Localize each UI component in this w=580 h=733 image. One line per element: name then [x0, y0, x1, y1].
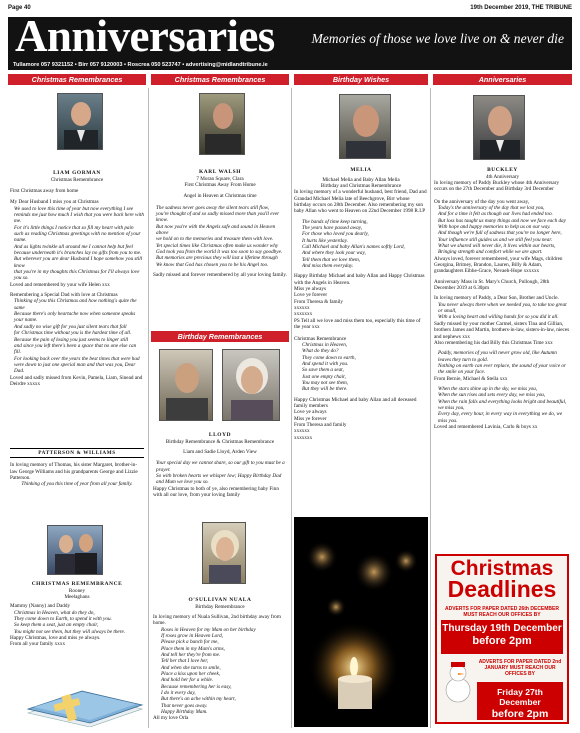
notice-buckley [434, 167, 571, 430]
text-sign: Miss ye always Love ye forever From Theresa & family xxxxxx xxxxxxx PS Tell all we love and miss them too, especially this time of the year xxx [294, 286, 421, 331]
masthead [8, 11, 572, 61]
text-date: 19th December 2019, [470, 4, 530, 11]
text-intro: Remembering a Special Dad with love at Christmas [10, 292, 118, 299]
ad-title-christmas: Christmas [450, 557, 554, 580]
text-sign3: Loved and remembered Lavinia, Carlo & boys xx [434, 423, 538, 430]
portrait-liam-gorman [57, 93, 103, 150]
text-sign2: Love ye always Miss ye forever From Theresa and family xxxxxx xxxxxxx [294, 409, 347, 441]
text-place: Meelaghans [64, 593, 90, 600]
page-number: Page 40 [8, 4, 31, 11]
candles-photo [294, 517, 428, 727]
text-role: 4th Anniversary [485, 173, 520, 180]
text-name: Rooney [68, 587, 86, 594]
portrait-lloyd-woman [222, 349, 280, 421]
text-poem4: When the stars shine up in the sky, we miss you, When the sun rises and sets every day, we miss you, When the rain falls and everything looks bright and beautiful, we miss you, Every day, every hour, in every way in everything we do, we miss you. [438, 385, 567, 424]
text-intro: Mammy (Nanny) and Daddy [10, 603, 71, 610]
text-role: Birthday and Christmas Remembrance [320, 182, 402, 189]
masthead-title: Anniversaries [15, 11, 275, 61]
text-sign2: From Bernie, Michael & Stella xxx [434, 375, 508, 382]
text-addr: 7 Moran Square, Clara [196, 175, 244, 182]
notice-rooney [10, 581, 144, 648]
text-role: Christmas Remembrance [50, 176, 104, 183]
text-text: In loving memory of Paddy Buckley whose 4th Anniversary occurs on the 27th December and Birthday 3rd December [434, 179, 560, 193]
notice-patterson-williams [10, 448, 144, 488]
text-text: In loving memory of a wonderful husband, best friend, Dad and Grandad Michael Melia late of Beechgrove, Birr whose birthday occurs on 28th December. Also remembering my son baby Allan who went to Heaven on 22nd December 1998 R.I.P [294, 189, 427, 215]
text-text2: Happy Birthday Michael and baby Allan and Happy Christmas with the Angels in Heaven. [294, 273, 425, 286]
deceased-name: BUCKLEY [487, 167, 518, 173]
notice-lloyd [153, 432, 287, 498]
text-mass: Anniversary Mass in St. Mary's Church, Pullough, 28th December 2019 at 6.30pm [434, 278, 550, 292]
portrait-rooney-couple [47, 525, 103, 575]
portrait-lloyd-man [159, 349, 213, 421]
text-sub: Michael Melia and Baby Allan Melia [322, 176, 400, 183]
text-poem: Roses in Heaven for my Mam on her birthday If roses grow in Heaven Lord, Please pick a bunch for me, Place them in my Mam's arms, And tell her they're from me. Tell her that I love her, And when she turns to smile, Place a kiss upon her cheek, And hold her for a while. Because remembering her is easy, I do it every day, But there's an ache within my heart, That never goes away. Happy Birthday Mam. [161, 626, 256, 716]
text-sign: Loved and remembered by your wife Helen xxx [10, 281, 110, 288]
deceased-name: LLOYD [208, 432, 232, 438]
text-poem3: Paddy, memories of you will never grow old, like Autumn leaves they turn to gold. Nothing on earth can ever replace, the sound of your voice or the smile on your face. [438, 350, 567, 376]
text-line2: ADVERTS FOR PAPER DATED 2nd JANUARY MUST REACH OUR OFFICES BY [478, 659, 562, 678]
portrait-karl-walsh [199, 93, 245, 155]
deadline-box-2 [477, 682, 563, 720]
column-rule [148, 88, 149, 728]
text-sign: Sadly missed and forever remembered by all your loving family. [153, 272, 287, 279]
text-time1: before 2pm [472, 635, 532, 648]
text-line2: Angel in Heaven at Christmas time [183, 193, 257, 200]
portrait-nuala-osullivan [202, 522, 246, 584]
text-sign: Happy Christmas, love and miss ye always. From all your family xxxx [10, 635, 101, 648]
text-names: Liam and Sadie Lloyd, Arden View [183, 448, 257, 455]
text-poem: The bands of time keep turning, The years have passed away, For those who loved you dearly, It hurts like yesterday. Call Michael and baby Allan's names softly Lord, And where they look your way, Tell them that we love them, And miss them everyday. [302, 218, 405, 270]
section-header-christmas-1: Christmas Remembrances [8, 74, 146, 85]
column-rule [291, 88, 292, 728]
deceased-name: MELIA [350, 167, 372, 173]
text-paper: THE TRIBUNE [531, 4, 572, 11]
text-sign: Happy Christmas to both of ye, also remembering baby Finn with all our love, from your loving family [153, 485, 279, 498]
text-poem: Your special day we cannot share, so our gift to you must be a prayer. So with broken hearts we whisper low; Happy Birthday Dad and Mum we love you so. [156, 460, 285, 486]
text-poem: Thinking of you this Christmas and how nothing's quite the same Because there's only heartache now when someone speaks your name. And sadly no wise gift for you just silent tears that fall for Christmas time without you is the hardest time of all. Because the pain of losing you just seems to linger still and since you left there's been a space that no one else can fill. For looking back over the years the best times that were had were down to just one special man and that was you, Dear Dad. [14, 298, 140, 375]
ad-title-deadlines: Deadlines [447, 576, 557, 602]
text-poem: Christmas in Heaven, what do they do, They come down to Earth, to spend it with you. So keep them a seat, just an empty chair, You might not see them, but they will always be there. [14, 609, 126, 635]
text-poem: The sadness never goes away the silent tears still flow, you're thought of and so sadly missed more than you'll ever know. But now you're with the Angels safe and sound in Heaven above we hold on to the memories and treasure them with love. Yet special times like Christmas often make us wonder why God took you from the world it was too soon to say goodbye. But memories are precious they will last a lifetime through We know that God has chosen you to be his Angel too. [156, 204, 283, 268]
section-header-christmas-2: Christmas Remembrances [151, 74, 289, 85]
text-head: CHRISTMAS REMEMBRANCE [31, 581, 123, 587]
notice-heading: PATTERSON & WILLIAMS [10, 448, 144, 458]
text-text2: In loving memory of Paddy, a Dear Son, Brother and Uncle. [434, 295, 559, 302]
section-header-birthday-remembrances: Birthday Remembrances [151, 331, 289, 342]
portrait-paddy-buckley [473, 95, 525, 160]
portrait-michael-melia [339, 94, 391, 159]
text-poem2: Christmas in Heaven, What do they do? They come down to earth, And spend it with you. So save them a seat, Just one empty chair, You may not see them, But they will be there. [302, 341, 356, 393]
text-role: Birthday Remembrance & Christmas Remembrance [165, 438, 275, 445]
text-role: Birthday Remembrance [195, 603, 245, 610]
deceased-name: O'SULLIVAN NUALA [188, 597, 252, 603]
text-line1: ADVERTS FOR PAPER DATED 26th DECEMBER MUST REACH OUR OFFICES BY [445, 606, 559, 619]
notice-nuala-osullivan [153, 597, 287, 722]
notice-karl-walsh [153, 169, 287, 278]
deceased-name: LIAM GORMAN [53, 170, 101, 176]
text-sign: Always loved, forever remembered, your wife Mags, children Georgina, Britney, Brandon, Lauren, Billy & Adam, grandaughters Eibhe-Grace, Nevaeh-Hope xxxxxx [434, 255, 563, 275]
text-sign: Loved and sadly missed from Kevin, Pamela, Liam, Sinead and Deirdre xxxxx [10, 374, 143, 387]
masthead-subtitle: Memories of those we love live on & never die [311, 31, 564, 46]
text-poem: Thinking of you this time of year from all your family. [21, 481, 133, 488]
section-header-anniversaries: Anniversaries [433, 74, 572, 85]
issue-date [470, 5, 572, 12]
text-text3: Happy Christmas Michael and baby Allan and all deceased family members [294, 396, 417, 409]
text-intro: My Dear Husband I miss you at Christmas [10, 199, 99, 206]
text-poem2: You never always there when we needed you, to take too great or small, With a loving heart and willing hands for so you did it all. [438, 301, 567, 321]
column-rule [430, 88, 431, 728]
text-sign: All my love Orla [153, 715, 189, 722]
text-time2: before 2pm [491, 707, 549, 720]
christmas-deadlines-ad [435, 554, 569, 724]
notice-melia [294, 167, 428, 441]
text-line1: First Christmas Away From Home [184, 181, 256, 188]
text-date1: Thursday 19th December [442, 623, 562, 634]
text-intro: On the anniversary of the day you went away, [434, 198, 530, 205]
section-header-birthday-wishes: Birthday Wishes [294, 74, 428, 85]
deceased-name: KARL WALSH [199, 169, 241, 175]
notice-liam-gorman [10, 170, 144, 387]
snowman-icon [443, 660, 473, 704]
text-line1: First Christmas away from home [10, 187, 79, 194]
text-date2: Friday 27th December [497, 687, 543, 708]
contact-line: Tullamore 057 9321152 • Birr 057 9120003 • Roscrea 050 523747 • advertising@midlandtribune.ie [8, 61, 572, 70]
text-intro: In loving memory of Nuala Sullivan, 2nd birthday away from home. [153, 613, 281, 627]
text-text: In loving memory of Thomas, his sister Margaret, brother-in-law George Williams and his grandparents George and Lizzie Patterson. [10, 462, 138, 482]
text-poem: Today's the anniversary of the day that we lost you, And for a time it felt as though our lives had ended too. But loss has taught us many things and now we face each day With hope and happy memories to help us on our way. And though we're full of sadness that you're no longer here, Your influence still guides us and we still feel you near. What we shared will never die, it lives within our hearts, Bringing strength and comfort while we are apart. [438, 204, 566, 256]
text-intro2: Christmas Remembrance [294, 335, 347, 342]
deadline-box-1 [441, 620, 563, 654]
text-text4: Also remembering his dad Billy this Christmas Time xxx [434, 339, 553, 346]
text-text3: Sadly missed by your mother Carmel, sisters Tina and Gillian, brothers James and Martin, brothers-in-law, sisters-in-law, nieces and nephews xxx [434, 320, 570, 340]
bible-cross-illustration [20, 665, 145, 727]
text-poem: We used to love this time of year but now everything I see reminds me just how much I wish that you were back here with me. For it's little things I notice that so fill my heart with pain such as reading Christmas greetings with no mention of your name. And as lights twinkle all around me I cannot help but feel because underneath it's branches lay no gifts from you to me. But wherever you are dear Husband I hope somehow you still know that you're in my thoughts this Christmas for I'll always love you so. [14, 205, 144, 282]
